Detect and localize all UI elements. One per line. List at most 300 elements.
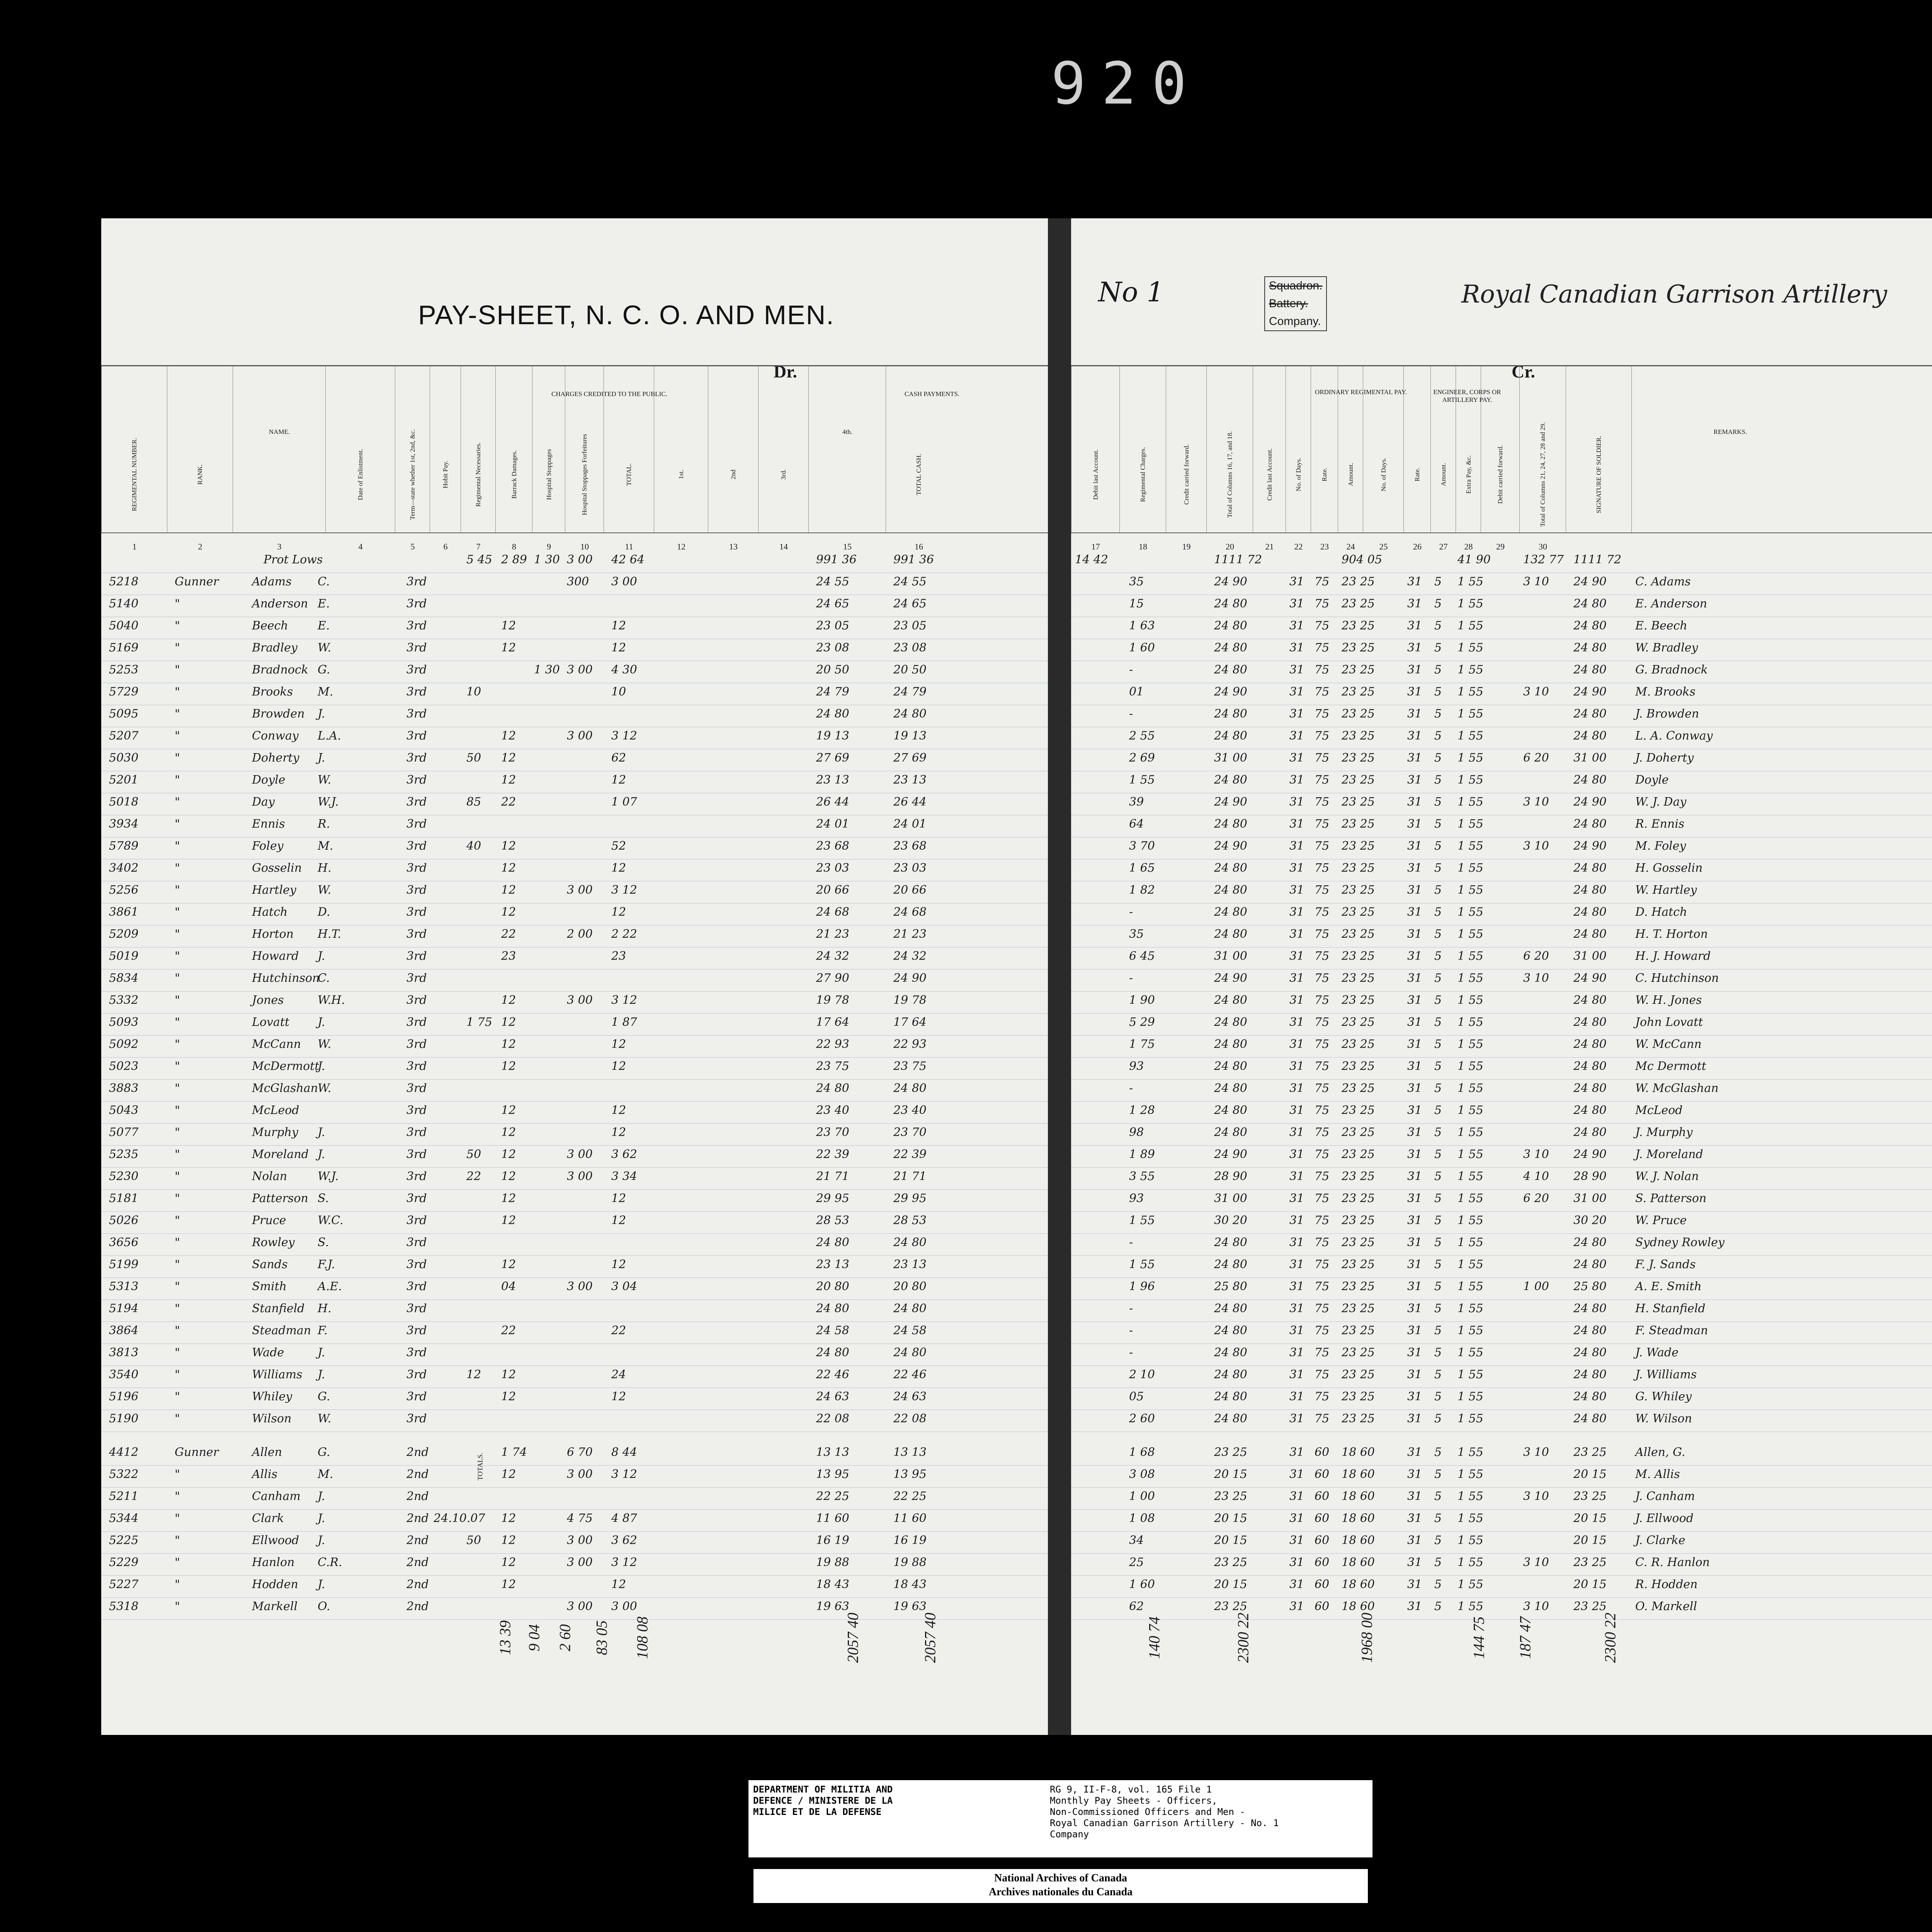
table-row [101, 1233, 1048, 1256]
cell-c11: 12 [611, 1037, 626, 1051]
cell-c16: 21 71 [893, 1170, 927, 1183]
cell-c27: 1 55 [1458, 861, 1483, 875]
cell-c26: 5 [1434, 1015, 1442, 1029]
left-column-4 [325, 366, 395, 551]
cell-c7: 40 [466, 839, 481, 853]
cell-no: 5225 [109, 1534, 139, 1547]
cell-c22: 31 [1289, 861, 1304, 875]
cell-term: 3rd [406, 707, 427, 721]
table-row [101, 639, 1048, 661]
cell-c27: 1 55 [1458, 1468, 1483, 1481]
cell-c23: 60 [1315, 1534, 1330, 1547]
cell-term: 3rd [406, 685, 427, 699]
cell-c24: 23 25 [1342, 1412, 1375, 1425]
cell-c24: 23 25 [1342, 1302, 1375, 1315]
cell-c26: 5 [1434, 883, 1442, 897]
table-row [101, 617, 1048, 639]
table-row [1071, 1123, 1932, 1146]
cell-init: J. [318, 949, 325, 963]
cell-name: McDermott [252, 1060, 320, 1073]
cell-c16: 23 70 [893, 1126, 927, 1139]
table-row [1071, 727, 1932, 749]
soldier-signature: W. Hartley [1635, 883, 1697, 897]
cell-c22: 31 [1289, 773, 1304, 787]
total-value: 108 08 [633, 1616, 651, 1659]
cell-c18: 6 45 [1129, 949, 1155, 963]
cell-c16: 19 88 [893, 1556, 927, 1569]
total-value: 2300 22 [1234, 1612, 1252, 1663]
soldier-signature: W. J. Nolan [1635, 1170, 1699, 1183]
table-row [101, 1277, 1048, 1300]
cell-init: C. [318, 971, 330, 985]
cell-c18: 1 08 [1129, 1512, 1155, 1525]
cell-c27: 1 55 [1458, 1214, 1483, 1227]
cell-c25: 31 [1407, 1412, 1422, 1425]
cell-rank: " [175, 1600, 180, 1613]
cell-name: Allen [252, 1446, 282, 1459]
cell-c23: 75 [1315, 773, 1330, 787]
cell-c26: 5 [1434, 641, 1442, 655]
cell-c15: 19 13 [816, 729, 849, 743]
soldier-signature: W. J. Day [1635, 795, 1687, 809]
cell-no: 5169 [109, 641, 139, 655]
cell-c22: 31 [1289, 1170, 1304, 1183]
cell-term: 3rd [406, 773, 427, 787]
cell-c25: 31 [1407, 707, 1422, 721]
cell-c20: 24 90 [1214, 795, 1247, 809]
cell-c11: 52 [611, 839, 626, 853]
column-number: 12 [677, 542, 685, 551]
cell-no: 5256 [109, 883, 139, 897]
cell-c26: 5 [1434, 993, 1442, 1007]
cell-c16: 23 68 [893, 839, 927, 853]
cell-c11: 2 22 [611, 927, 637, 941]
cell-c22: 31 [1289, 1126, 1304, 1139]
cell-c27: 1 55 [1458, 1280, 1483, 1293]
cell-c24: 23 25 [1342, 1346, 1375, 1359]
cell-c16: 22 08 [893, 1412, 927, 1425]
cell-name: Horton [252, 927, 294, 941]
right-column-6 [1286, 366, 1311, 551]
cell-c8: 12 [501, 1214, 516, 1227]
cell-c30: 24 80 [1573, 927, 1607, 941]
cell-rank: " [175, 641, 180, 655]
cell-init: A.E. [318, 1280, 342, 1293]
cell-c30: 31 00 [1573, 1192, 1607, 1205]
cell-no: 5040 [109, 619, 139, 633]
table-row [101, 1123, 1048, 1146]
cell-c8: 1 74 [501, 1446, 527, 1459]
cell-c8: 12 [501, 773, 516, 787]
column-header-label: Total of Columns 16, 17, and 18. [1226, 431, 1233, 518]
cell-rank: " [175, 1468, 180, 1481]
cell-c23: 75 [1315, 575, 1330, 588]
soldier-signature: W. McGlashan [1635, 1082, 1719, 1095]
cell-c15: 22 08 [816, 1412, 849, 1425]
cell-init: C.R. [318, 1556, 342, 1569]
cell-c24: 18 60 [1342, 1556, 1375, 1569]
cell-c28: 3 10 [1523, 971, 1549, 985]
cash-group-label: CASH PAYMENTS. [904, 390, 960, 398]
soldier-signature: W. Pruce [1635, 1214, 1687, 1227]
cell-c27: 1 55 [1458, 1037, 1483, 1051]
cell-c22: 31 [1289, 949, 1304, 963]
cell-c11: 42 64 [611, 553, 645, 566]
table-row [1071, 1167, 1932, 1190]
table-row [101, 573, 1048, 595]
cell-c27: 1 55 [1458, 1192, 1483, 1205]
cell-c30: 24 90 [1573, 839, 1607, 853]
department-line: DEPARTMENT OF MILITIA AND [753, 1784, 893, 1795]
cell-c27: 1 55 [1458, 575, 1483, 588]
cell-c15: 13 13 [816, 1446, 849, 1459]
soldier-signature: J. Doherty [1635, 751, 1694, 765]
table-row [101, 969, 1048, 992]
cell-c15: 27 90 [816, 971, 849, 985]
cell-c20: 24 90 [1214, 685, 1247, 699]
archive-name-fr: Archives nationales du Canada [988, 1886, 1133, 1898]
cell-c11: 4 87 [611, 1512, 637, 1525]
cell-c23: 75 [1315, 1148, 1330, 1161]
cell-c16: 23 75 [893, 1060, 927, 1073]
cell-c7: 50 [466, 1148, 481, 1161]
cell-c20: 1111 72 [1214, 553, 1262, 566]
cell-c22: 31 [1289, 993, 1304, 1007]
cell-c23: 75 [1315, 729, 1330, 743]
soldier-signature: Allen, G. [1635, 1446, 1685, 1459]
column-header-label: Credit carried forward. [1182, 444, 1190, 505]
cell-c18: - [1129, 971, 1133, 985]
cell-term: 3rd [406, 861, 427, 875]
cell-c22: 31 [1289, 1600, 1304, 1613]
cell-c27: 1 55 [1458, 927, 1483, 941]
table-row [101, 1388, 1048, 1410]
table-row [1071, 573, 1932, 595]
unit-type-stack [1264, 276, 1327, 331]
table-row [1071, 661, 1932, 683]
cell-c26: 5 [1434, 1324, 1442, 1337]
cell-c25: 31 [1407, 1104, 1422, 1117]
cell-term: 3rd [406, 1236, 427, 1249]
cell-c24: 23 25 [1342, 1104, 1375, 1117]
cell-c25: 31 [1407, 1490, 1422, 1503]
cell-no: 5218 [109, 575, 139, 588]
cell-c16: 19 13 [893, 729, 927, 743]
cell-c18: - [1129, 663, 1133, 677]
table-row [101, 1366, 1048, 1388]
cell-init: M. [318, 685, 333, 699]
cell-c16: 26 44 [893, 795, 927, 809]
cell-c27: 1 55 [1458, 1015, 1483, 1029]
cell-c27: 1 55 [1458, 1512, 1483, 1525]
cell-c25: 31 [1407, 1015, 1422, 1029]
cell-c25: 31 [1407, 927, 1422, 941]
cell-c10: 3 00 [567, 1534, 593, 1547]
soldier-signature: O. Markell [1635, 1600, 1697, 1613]
cell-c25: 31 [1407, 773, 1422, 787]
cell-rank: " [175, 707, 180, 721]
soldier-signature: W. H. Jones [1635, 993, 1702, 1007]
cell-c22: 31 [1289, 1037, 1304, 1051]
table-row [101, 1101, 1048, 1124]
cell-rank: " [175, 1346, 180, 1359]
cell-name: Patterson [252, 1192, 308, 1205]
cell-c30: 20 15 [1573, 1578, 1607, 1591]
cell-c25: 31 [1407, 1126, 1422, 1139]
total-value: 2057 40 [921, 1612, 939, 1663]
cell-c24: 23 25 [1342, 597, 1375, 611]
cell-c16: 23 13 [893, 1258, 927, 1271]
cell-c26: 5 [1434, 729, 1442, 743]
soldier-signature: J. Clarke [1635, 1534, 1685, 1547]
cell-c11: 12 [611, 1258, 626, 1271]
cell-no: 5018 [109, 795, 139, 809]
cell-c26: 5 [1434, 1534, 1442, 1547]
cell-c26: 5 [1434, 817, 1442, 831]
cell-c27: 1 55 [1458, 1258, 1483, 1271]
totals-label: TOTALS. [476, 1452, 484, 1481]
cell-no: 3656 [109, 1236, 139, 1249]
cell-term: 2nd [406, 1468, 429, 1481]
cell-c8: 12 [501, 729, 516, 743]
cell-c25: 31 [1407, 1192, 1422, 1205]
cell-term: 3rd [406, 905, 427, 919]
cell-c27: 1 55 [1458, 1412, 1483, 1425]
cell-c11: 23 [611, 949, 626, 963]
cell-c30: 23 25 [1573, 1600, 1607, 1613]
table-row [1071, 1189, 1932, 1212]
cell-c18: 1 68 [1129, 1446, 1155, 1459]
cell-term: 3rd [406, 1214, 427, 1227]
cell-rank: " [175, 1104, 180, 1117]
table-row [101, 727, 1048, 749]
cell-name: Rowley [252, 1236, 295, 1249]
cell-c26: 5 [1434, 1037, 1442, 1051]
cell-c25: 31 [1407, 1258, 1422, 1271]
cell-c16: 24 80 [893, 707, 927, 721]
table-row [1071, 1465, 1932, 1488]
cell-init: W. [318, 641, 332, 655]
cell-c11: 3 00 [611, 1600, 637, 1613]
department-line: DEFENCE / MINISTERE DE LA [753, 1795, 893, 1806]
cell-name: Beech [252, 619, 288, 633]
cell-c26: 5 [1434, 597, 1442, 611]
cell-c11: 12 [611, 1126, 626, 1139]
column-number: 21 [1265, 542, 1274, 551]
cell-c18: 1 89 [1129, 1148, 1155, 1161]
cell-c10: 4 75 [567, 1512, 593, 1525]
column-number: 30 [1539, 542, 1547, 551]
cell-c10: 3 00 [567, 883, 593, 897]
cell-rank: " [175, 1578, 180, 1591]
cell-c7: 22 [466, 1170, 481, 1183]
cell-c30: 31 00 [1573, 751, 1607, 765]
cell-c23: 75 [1315, 993, 1330, 1007]
cell-c23: 75 [1315, 1037, 1330, 1051]
cell-c15: 21 23 [816, 927, 849, 941]
cell-no: 5207 [109, 729, 139, 743]
cell-c7: 10 [466, 685, 481, 699]
cell-c26: 5 [1434, 1082, 1442, 1095]
cell-c20: 20 15 [1214, 1534, 1247, 1547]
soldier-signature: McLeod [1635, 1104, 1683, 1117]
cell-name: Williams [252, 1368, 303, 1381]
table-row [101, 661, 1048, 683]
cell-c18: - [1129, 1324, 1133, 1337]
cell-term: 3rd [406, 1192, 427, 1205]
cell-c15: 29 95 [816, 1192, 849, 1205]
cell-c18: 1 55 [1129, 1214, 1155, 1227]
cell-no: 5209 [109, 927, 139, 941]
table-row [101, 1410, 1048, 1432]
left-column-6 [430, 366, 461, 551]
cell-c30: 24 80 [1573, 1346, 1607, 1359]
cell-c18: 1 63 [1129, 619, 1155, 633]
cell-no: 3934 [109, 817, 139, 831]
cell-no: 3813 [109, 1346, 139, 1359]
table-row [101, 1531, 1048, 1554]
cell-c20: 24 80 [1214, 1412, 1247, 1425]
table-row [101, 1597, 1048, 1620]
cell-c8: 12 [501, 1192, 516, 1205]
cell-c11: 22 [611, 1324, 626, 1337]
cell-c16: 24 68 [893, 905, 927, 919]
cell-name: Clark [252, 1512, 284, 1525]
column-number: 28 [1464, 542, 1473, 551]
soldier-signature: H. T. Horton [1635, 927, 1708, 941]
engineer-pay-group-label: ENGINEER, CORPS OR ARTILLERY PAY. [1433, 388, 1501, 403]
cell-c22: 31 [1289, 1390, 1304, 1403]
cell-no: 5834 [109, 971, 139, 985]
cell-c20: 23 25 [1214, 1600, 1247, 1613]
cell-c25: 31 [1407, 751, 1422, 765]
cell-c20: 24 80 [1214, 1104, 1247, 1117]
cell-c26: 5 [1434, 971, 1442, 985]
cell-c23: 75 [1315, 751, 1330, 765]
cell-c22: 31 [1289, 751, 1304, 765]
cell-c27: 1 55 [1458, 795, 1483, 809]
cell-term: 2nd [406, 1600, 429, 1613]
cell-init: H.T. [318, 927, 341, 941]
cell-name: Hutchinson [252, 971, 320, 985]
cell-rank: " [175, 1192, 180, 1205]
cell-init: G. [318, 663, 330, 677]
cell-c7: 5 45 [466, 553, 492, 566]
cell-c16: 20 66 [893, 883, 927, 897]
cell-c11: 12 [611, 773, 626, 787]
column-header-label: Term—state whether 1st, 2nd, &c. [409, 429, 416, 520]
table-row [1071, 1079, 1932, 1102]
cell-c10: 2 00 [567, 927, 593, 941]
cell-c27: 1 55 [1458, 1556, 1483, 1569]
cell-no: 5093 [109, 1015, 139, 1029]
cell-c23: 75 [1315, 685, 1330, 699]
cell-c11: 12 [611, 641, 626, 655]
cell-c25: 31 [1407, 597, 1422, 611]
cell-c27: 1 55 [1458, 685, 1483, 699]
table-row [101, 1145, 1048, 1168]
cell-c20: 20 15 [1214, 1468, 1247, 1481]
cell-c18: 01 [1129, 685, 1144, 699]
cell-c30: 24 80 [1573, 1126, 1607, 1139]
left-column-13 [708, 366, 759, 551]
soldier-signature: J. Williams [1635, 1368, 1697, 1381]
table-row [101, 1167, 1048, 1190]
column-header-label: Total of Columns 21, 24, 27, 28 and 29. [1539, 422, 1546, 527]
cell-c15: 24 55 [816, 575, 849, 588]
cell-c22: 31 [1289, 883, 1304, 897]
cell-c8: 22 [501, 1324, 516, 1337]
column-header-label: SIGNATURE OF SOLDIER. [1595, 435, 1602, 514]
cell-c23: 60 [1315, 1578, 1330, 1591]
cell-c20: 23 25 [1214, 1556, 1247, 1569]
cell-c15: 23 40 [816, 1104, 849, 1117]
cell-c25: 31 [1407, 839, 1422, 853]
cell-c23: 60 [1315, 1600, 1330, 1613]
cell-c20: 24 80 [1214, 1346, 1247, 1359]
cell-c16: 24 55 [893, 575, 927, 588]
cell-c24: 23 25 [1342, 685, 1375, 699]
cell-c27: 1 55 [1458, 1600, 1483, 1613]
cell-c30: 30 20 [1573, 1214, 1607, 1227]
cell-c24: 23 25 [1342, 729, 1375, 743]
cell-c8: 12 [501, 905, 516, 919]
cell-c23: 75 [1315, 971, 1330, 985]
cell-c27: 1 55 [1458, 1578, 1483, 1591]
cell-name: McCann [252, 1037, 301, 1051]
cell-c8: 12 [501, 1060, 516, 1073]
cell-c22: 31 [1289, 839, 1304, 853]
cell-c27: 1 55 [1458, 597, 1483, 611]
cell-c25: 31 [1407, 905, 1422, 919]
cell-rank: " [175, 993, 180, 1007]
table-row [1071, 947, 1932, 969]
cell-c23: 60 [1315, 1468, 1330, 1481]
column-number: 11 [625, 542, 633, 551]
cell-c8: 12 [501, 839, 516, 853]
cell-c22: 31 [1289, 1258, 1304, 1271]
cell-rank: " [175, 1060, 180, 1073]
cell-no: 3861 [109, 905, 139, 919]
cell-no: 5211 [109, 1490, 139, 1503]
table-row [101, 771, 1048, 793]
cell-name: Markell [252, 1600, 298, 1613]
soldier-signature: J. Wade [1635, 1346, 1679, 1359]
cell-term: 3rd [406, 1037, 427, 1051]
cell-c26: 5 [1434, 663, 1442, 677]
cell-c15: 24 01 [816, 817, 849, 831]
cell-c30: 24 80 [1573, 861, 1607, 875]
table-row [101, 1057, 1048, 1080]
cell-rank: " [175, 1214, 180, 1227]
cell-init: G. [318, 1446, 330, 1459]
cell-c8: 22 [501, 927, 516, 941]
cell-c27: 1 55 [1458, 1446, 1483, 1459]
cell-c7: 12 [466, 1368, 481, 1381]
cell-c10: 300 [567, 575, 589, 588]
cell-c16: 24 80 [893, 1236, 927, 1249]
cell-c8: 12 [501, 1015, 516, 1029]
cell-c24: 23 25 [1342, 1037, 1375, 1051]
cell-rank: " [175, 1170, 180, 1183]
cell-c24: 18 60 [1342, 1512, 1375, 1525]
cell-c8: 12 [501, 1148, 516, 1161]
table-row [101, 595, 1048, 617]
table-row [1071, 1255, 1932, 1278]
cell-c24: 23 25 [1342, 1148, 1375, 1161]
cell-rank: " [175, 883, 180, 897]
cell-c11: 1 87 [611, 1015, 637, 1029]
